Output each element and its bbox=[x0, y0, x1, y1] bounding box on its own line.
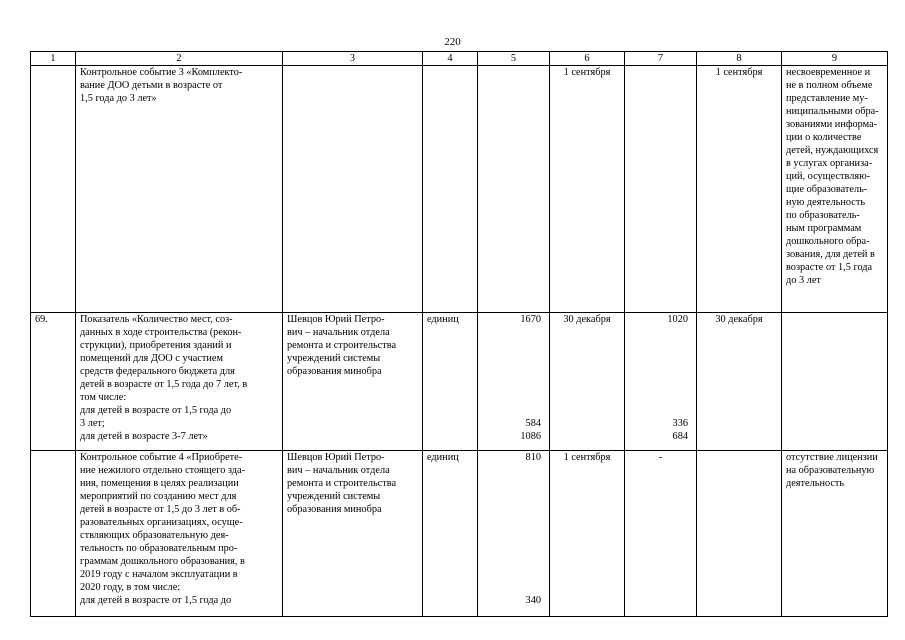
text-line: тельность по образовательным про- bbox=[80, 543, 238, 554]
text-line: 1,5 года до 3 лет» bbox=[80, 93, 157, 104]
text-line: граммам дошкольного образования, в bbox=[80, 556, 245, 567]
text-line: ремонта и строительства bbox=[287, 478, 397, 489]
column-header: 2 bbox=[76, 52, 283, 66]
value-sub: 684 bbox=[672, 431, 688, 442]
table-row bbox=[31, 313, 888, 451]
text-line: разовательных организациях, осуще- bbox=[80, 517, 243, 528]
text-line: ремонта и строительства bbox=[287, 340, 397, 351]
value-sub: 336 bbox=[672, 418, 688, 429]
text-line: учреждений системы bbox=[287, 491, 381, 502]
text-line: 2020 году, в том числе: bbox=[80, 582, 181, 593]
column-header-row bbox=[31, 52, 888, 66]
value-total: 1020 bbox=[667, 314, 688, 325]
page-number: 220 bbox=[444, 36, 461, 48]
column-header: 4 bbox=[423, 52, 478, 66]
value-fact bbox=[625, 66, 697, 313]
responsible-person bbox=[283, 313, 423, 451]
deviation-reason bbox=[782, 66, 888, 313]
text-line: для детей в возрасте от 1,5 года до bbox=[80, 595, 232, 606]
responsible-person bbox=[283, 66, 423, 313]
text-line: средств федерального бюджета для bbox=[80, 366, 235, 377]
text-line: зованиями информа- bbox=[786, 119, 878, 130]
text-line: данных в ходе строительства (рекон- bbox=[80, 327, 242, 338]
column-header: 6 bbox=[550, 52, 625, 66]
text-line: Контрольное событие 3 «Комплекто- bbox=[80, 67, 243, 78]
value-fact: - bbox=[625, 451, 697, 617]
text-line: для детей в возрасте 3-7 лет» bbox=[80, 431, 208, 442]
text-line: 2019 году с началом эксплуатации в bbox=[80, 569, 238, 580]
text-line: том числе: bbox=[80, 392, 127, 403]
text-line: ниципальными обра- bbox=[786, 106, 879, 117]
value-total: 1670 bbox=[520, 314, 541, 325]
text-line: ную деятельность bbox=[786, 197, 866, 208]
text-line: учреждений системы bbox=[287, 353, 381, 364]
text-line: ствляющих образовательную дея- bbox=[80, 530, 229, 541]
text-line: не в полном объеме bbox=[786, 80, 873, 91]
table-row bbox=[31, 66, 888, 313]
text-line: образования минобра bbox=[287, 504, 382, 515]
date-plan: 1 сентября bbox=[550, 451, 625, 617]
text-line: представление му- bbox=[786, 93, 868, 104]
text-line: ным программам bbox=[786, 223, 862, 234]
value-sub: 584 bbox=[525, 418, 541, 429]
event-description bbox=[76, 451, 283, 617]
text-line: Контрольное событие 4 «Приобрете- bbox=[80, 452, 243, 463]
date-plan: 1 сентября bbox=[550, 66, 625, 313]
text-line: возрасте от 1,5 года bbox=[786, 262, 873, 273]
text-line: ния, помещения в целях реализации bbox=[80, 478, 239, 489]
text-line: вич – начальник отдела bbox=[287, 327, 390, 338]
text-line: струкции), приобретения зданий и bbox=[80, 340, 232, 351]
text-line: детей, нуждающихся bbox=[786, 145, 879, 156]
text-line: вание ДОО детьми в возрасте от bbox=[80, 80, 223, 91]
date-fact bbox=[697, 451, 782, 617]
text-line: по образователь- bbox=[786, 210, 860, 221]
deviation-reason bbox=[782, 313, 888, 451]
text-line: ций, осуществляю- bbox=[786, 171, 871, 182]
column-header: 5 bbox=[478, 52, 550, 66]
date-fact: 1 сентября bbox=[697, 66, 782, 313]
date-plan: 30 декабря bbox=[550, 313, 625, 451]
text-line: помещений для ДОО с участием bbox=[80, 353, 224, 364]
text-line: образования минобра bbox=[287, 366, 382, 377]
text-line: мероприятий по созданию мест для bbox=[80, 491, 237, 502]
unit bbox=[423, 66, 478, 313]
text-line: несвоевременное и bbox=[786, 67, 871, 78]
table-row bbox=[31, 451, 888, 617]
row-number bbox=[31, 451, 76, 617]
text-line: детей в возрасте от 1,5 года до 7 лет, в bbox=[80, 379, 248, 390]
indicator-description bbox=[76, 313, 283, 451]
text-line: 3 лет; bbox=[80, 418, 105, 429]
text-line: деятельность bbox=[786, 478, 845, 489]
text-line: дошкольного обра- bbox=[786, 236, 870, 247]
responsible-person bbox=[283, 451, 423, 617]
value-plan bbox=[478, 313, 550, 451]
value-total: 810 bbox=[525, 452, 541, 463]
text-line: в услугах организа- bbox=[786, 158, 873, 169]
text-line: ние нежилого отдельно стоящего зда- bbox=[80, 465, 246, 476]
text-line: вич – начальник отдела bbox=[287, 465, 390, 476]
text-line: Шевцов Юрий Петро- bbox=[287, 314, 385, 325]
plan-table bbox=[30, 51, 888, 617]
value-plan bbox=[478, 451, 550, 617]
text-line: Шевцов Юрий Петро- bbox=[287, 452, 385, 463]
text-line: на образовательную bbox=[786, 465, 875, 476]
column-header: 8 bbox=[697, 52, 782, 66]
event-description bbox=[76, 66, 283, 313]
deviation-reason bbox=[782, 451, 888, 617]
text-line: Показатель «Количество мест, соз- bbox=[80, 314, 233, 325]
value-sub: 340 bbox=[525, 595, 541, 606]
value-sub: 1086 bbox=[520, 431, 541, 442]
text-line: отсутствие лицензии bbox=[786, 452, 878, 463]
column-header: 1 bbox=[31, 52, 76, 66]
text-line: детей в возрасте от 1,5 до 3 лет в об- bbox=[80, 504, 241, 515]
text-line: до 3 лет bbox=[786, 275, 821, 286]
row-number: 69. bbox=[31, 313, 76, 451]
unit: единиц bbox=[423, 313, 478, 451]
column-header: 7 bbox=[625, 52, 697, 66]
column-header: 9 bbox=[782, 52, 888, 66]
unit: единиц bbox=[423, 451, 478, 617]
value-fact bbox=[625, 313, 697, 451]
row-number bbox=[31, 66, 76, 313]
text-line: для детей в возрасте от 1,5 года до bbox=[80, 405, 232, 416]
column-header: 3 bbox=[283, 52, 423, 66]
value-plan bbox=[478, 66, 550, 313]
text-line: ции о количестве bbox=[786, 132, 862, 143]
text-line: щие образователь- bbox=[786, 184, 868, 195]
text-line: зования, для детей в bbox=[786, 249, 875, 260]
date-fact: 30 декабря bbox=[697, 313, 782, 451]
